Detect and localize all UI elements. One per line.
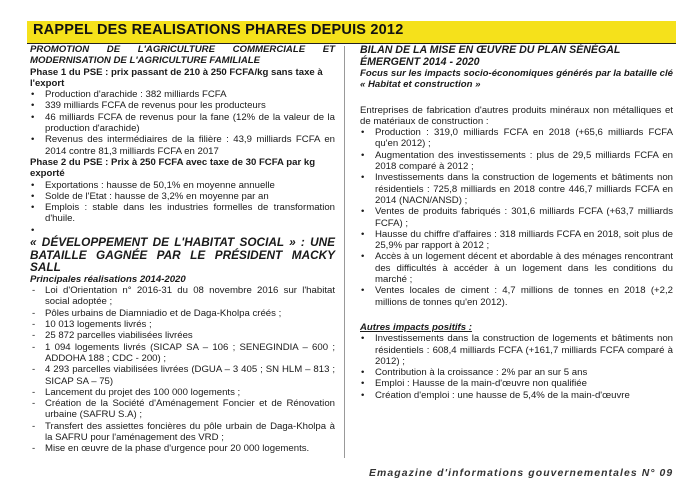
dash-icon: -	[32, 285, 36, 297]
list-item: • Ventes de produits fabriqués : 301,6 milliards FCFA (+63,7 milliards FCFA) ;	[361, 206, 673, 229]
bullet-icon: •	[361, 251, 365, 263]
phase2-title: Phase 2 du PSE : Prix à 250 FCFA avec taxe de 30 FCFA par kg exporté	[30, 156, 316, 180]
list-item: • Emploi : Hausse de la main-d'œuvre non qualifiée	[361, 378, 587, 390]
habitat-heading: « DÉVELOPPEMENT DE L'HABITAT SOCIAL » : UNE BATAILLE GAGNÉE PAR LE PRÉSIDENT MACKY SALL	[30, 235, 335, 275]
list-item: - Loi d'Orientation n° 2016-31 du 08 novembre 2016 sur l'habitat social adoptée ;	[32, 285, 335, 308]
intro-text: Entreprises de fabrication d'autres produits minéraux non métalliques et de matériaux de construction :	[360, 104, 673, 127]
dash-icon: -	[32, 364, 36, 376]
list-item: - 25 872 parcelles viabilisées livrées	[32, 330, 193, 342]
bullet-icon: •	[31, 190, 35, 202]
list-item: - Création de la Société d'Aménagement Foncier et de Rénovation urbaine (SAFRU S.A) ;	[32, 398, 335, 421]
bullet-icon: •	[361, 285, 365, 297]
bullet-icon: •	[361, 206, 365, 218]
title-banner	[27, 21, 676, 44]
bullet-icon: •	[361, 172, 365, 184]
list-item: • Contribution à la croissance : 2% par an sur 5 ans	[361, 367, 588, 379]
bilan-heading: BILAN DE LA MISE EN ŒUVRE DU PLAN SÉNÉGAL ÉMERGENT 2014 - 2020	[360, 44, 621, 68]
empty-bullet	[30, 225, 335, 236]
dash-icon: -	[32, 443, 36, 455]
bullet-icon: •	[31, 179, 35, 191]
list-item: • Investissements dans la construction de logements et bâtiments non résidentiels : 725,8 milliards en 2018 contre 446,7 milliards FCFA en 2014 (NACN/ANSD) ;	[361, 172, 673, 206]
list-item: - Lancement du projet des 100 000 logements ;	[32, 386, 241, 398]
list-item: • Accès à un logement décent et abordable à des ménages rencontrant des difficultés à accéder à un logement dans les conditions du marché ;	[361, 251, 673, 286]
phase1-list	[30, 89, 335, 157]
list-item: • Emplois : stable dans les industries formelles de transformation d'huile.	[31, 202, 335, 225]
bullet-icon: •	[31, 202, 35, 214]
realisations-subtitle: Principales réalisations 2014-2020	[30, 273, 186, 285]
bullet-icon: •	[361, 149, 365, 161]
other-impacts-list	[360, 333, 673, 401]
bullet-icon: •	[361, 389, 365, 401]
right-column	[360, 44, 673, 401]
list-item: • Augmentation des investissements : plus de 29,5 milliards FCFA en 2018 comparé à 2012 ;	[361, 149, 673, 173]
list-item: - 10 013 logements livrés ;	[32, 319, 152, 331]
list-item: • Ventes locales de ciment : 4,7 millions de tonnes en 2018 (+2,2 millions de tonnes qu'en 2012).	[361, 285, 673, 308]
list-item: • Revenus des intermédiaires de la filière : 43,9 milliards FCFA en 2014 contre 81,3 milliards FCFA en 2017	[31, 134, 335, 157]
bullet-icon: •	[31, 134, 35, 146]
bullet-icon: •	[361, 127, 365, 139]
list-item: - Mise en œuvre de la phase d'urgence pour 20 000 logements.	[32, 443, 310, 455]
phase2-list	[30, 180, 335, 225]
bullet-icon: •	[361, 378, 365, 390]
bullet-icon: •	[31, 89, 35, 101]
dash-icon: -	[32, 341, 36, 353]
dash-icon: -	[32, 319, 36, 331]
dash-icon: -	[32, 386, 36, 398]
dash-icon: -	[32, 420, 36, 432]
impacts-list	[360, 127, 673, 308]
list-item: • 339 milliards FCFA de revenus pour les producteurs	[31, 100, 266, 112]
bullet-icon: •	[31, 224, 35, 236]
bullet-icon: •	[361, 228, 365, 240]
bullet-icon: •	[361, 367, 365, 379]
list-item: • Solde de l'Etat : hausse de 3,2% en moyenne par an	[31, 190, 269, 202]
list-item: • Hausse du chiffre d'affaires : 318 milliards FCFA en 2018, soit plus de 25,9% par rapport à 2012 ;	[361, 228, 673, 252]
focus-subtitle: Focus sur les impacts socio-économiques générés par la bataille clé « Habitat et construction »	[360, 68, 673, 91]
list-item: • 46 milliards FCFA de revenus pour la fane (12% de la valeur de la production d'arachide)	[31, 111, 335, 135]
column-divider	[344, 46, 345, 458]
list-item: • Investissements dans la construction de logements et bâtiments non résidentiels : 608,4 milliards FCFA (+161,7 milliards FCFA comparé à 2012) ;	[361, 333, 673, 367]
bullet-icon: •	[31, 111, 35, 123]
list-item: • Création d'emploi : une hausse de 5,4% de la main-d'œuvre	[361, 389, 630, 401]
phase1-title: Phase 1 du PSE : prix passant de 210 à 250 FCFA/kg sans taxe à l'export	[30, 66, 323, 89]
left-column	[30, 44, 335, 455]
page-title: RAPPEL DES REALISATIONS PHARES DEPUIS 2012	[33, 22, 404, 38]
bullet-icon: •	[31, 100, 35, 112]
list-item: - Transfert des assiettes foncières du pôle urbain de Daga-Kholpa à la SAFRU pour l'aménagement des VRD ;	[32, 420, 335, 443]
magazine-footer: Emagazine d'informations gouvernementales N° 09	[369, 468, 674, 479]
other-impacts-title: Autres impacts positifs :	[360, 321, 472, 333]
list-item: • Production : 319,0 milliards FCFA en 2018 (+65,6 milliards FCFA qu'en 2012) ;	[361, 127, 673, 150]
agriculture-heading: PROMOTION DE L'AGRICULTURE COMMERCIALE ET MODERNISATION DE L'AGRICULTURE FAMILIALE	[30, 44, 335, 67]
dash-icon: -	[32, 307, 36, 319]
list-item: • Exportations : hausse de 50,1% en moyenne annuelle	[31, 179, 275, 191]
list-item: - 4 293 parcelles viabilisées livrées (DGUA – 3 405 ; SN HLM – 813 ; SICAP SA – 75)	[32, 364, 335, 387]
dash-icon: -	[32, 398, 36, 410]
bullet-icon: •	[361, 333, 365, 345]
list-item: - Pôles urbains de Diamniadio et de Daga-Kholpa créés ;	[32, 307, 282, 319]
realisations-list	[30, 285, 335, 454]
list-item: • Production d'arachide : 382 milliards FCFA	[31, 89, 227, 101]
list-item: - 1 094 logements livrés (SICAP SA – 106 ; SENEGINDIA – 600 ; ADDOHA 188 ; CDC - 200) ;	[32, 341, 335, 364]
dash-icon: -	[32, 330, 36, 342]
